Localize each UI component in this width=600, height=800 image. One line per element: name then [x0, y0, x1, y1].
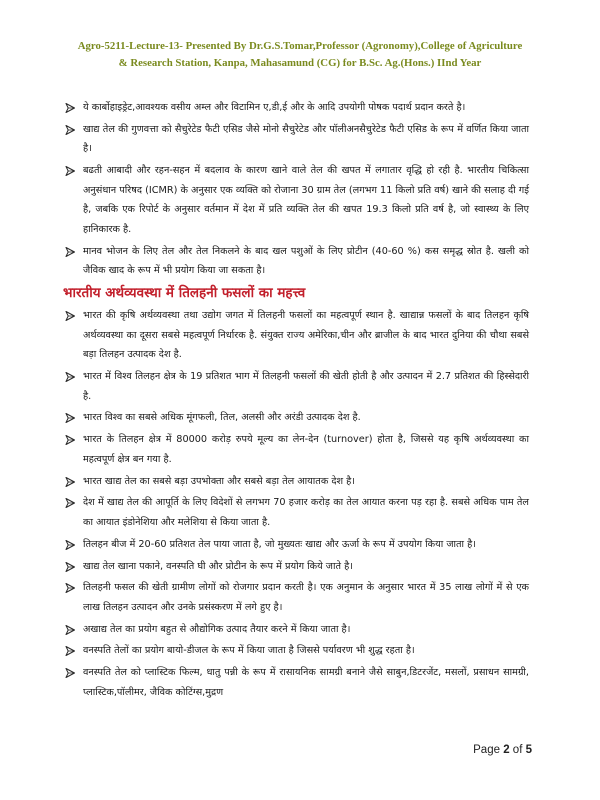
arrow-bullet-icon	[65, 646, 75, 656]
list-item-text: भारत विश्व का सबसे अधिक मूंगफली, तिल, अलसी और अरंडी उत्पादक देश है.	[83, 412, 361, 424]
list-item-text: बढती आबादी और रहन-सहन में बदलाव के कारण खाने वाले तेल की खपत में लगातार वृद्धि हो रही है. भारतीय चिकित्सा अनुसंधान परिषद (ICMR) के अनुसार एक व्यक्ति को रोजाना 30 ग्राम तेल (लगभग 11 किलो प्रति वर्ष) खाने की सलाह दी गई है, जबकि एक रिपोर्ट के अनुसार वर्तमान में देश में प्रति व्यक्ति तेल की खपत 19.3 किलो प्रति वर्ष है, जो स्वास्थ्य के लिए हानिकारक है.	[83, 165, 529, 235]
list-item-text: भारत खाद्य तेल का सबसे बड़ा उपभोक्ता और सबसे बड़ा तेल आयातक देश है।	[83, 475, 355, 487]
list-item-text: वनस्पति तेलों का प्रयोग बायो-डीजल के रूप में किया जाता है जिससे पर्यावरण भी शुद्ध रहता है।	[83, 645, 415, 657]
document-body	[65, 98, 529, 705]
list-item	[65, 161, 529, 239]
page-header	[40, 38, 560, 72]
arrow-bullet-icon	[65, 435, 75, 445]
list-item	[65, 430, 529, 469]
list-item	[65, 663, 529, 702]
section-heading: भारतीय अर्थव्यवस्था में तिलहनी फसलों का महत्त्व	[63, 285, 306, 302]
arrow-bullet-icon	[65, 311, 75, 321]
list-item	[65, 578, 529, 617]
list-item	[65, 367, 529, 406]
list-item-text: खाद्य तेल की गुणवत्ता को सैचुरेटेड फैटी एसिड जैसे मोनो सैचुरेटेड और पॉलीअनसैचुरेटेड फैटी एसिड के रूप में वर्णित किया जाता है।	[83, 123, 529, 155]
list-item	[65, 242, 529, 281]
list-item-text: मानव भोजन के लिए तेल और तेल निकलने के बाद खल पशुओं के लिए प्रोटीन (40-60 %) कस समृद्ध स्रोत है. खली को जैविक खाद के रूप में भी प्रयोग किया जा सकता है।	[83, 245, 529, 277]
arrow-bullet-icon	[65, 247, 75, 257]
footer-page-word: Page	[473, 744, 500, 756]
list-item-text: तिलहनी फसल की खेती ग्रामीण लोगों को रोजगार प्रदान करती है। एक अनुमान के अनुसार भारत में 35 लाख लोगों में से एक लाख तिलहन उत्पादन और उनके प्रसंस्करण में लगे हुए है।	[83, 582, 529, 613]
arrow-bullet-icon	[65, 540, 75, 550]
list-item-text: भारत में विश्व तिलहन क्षेत्र के 19 प्रतिशत भाग में तिलहनी फसलों की खेती होती है और उत्पादन में 2.7 प्रतिशत की हिस्सेदारी है.	[83, 371, 529, 402]
arrow-bullet-icon	[65, 166, 75, 176]
list-item	[65, 535, 529, 555]
page-footer	[473, 744, 532, 756]
footer-page-current: 2	[503, 744, 510, 756]
arrow-bullet-icon	[65, 103, 75, 113]
bullet-list-importance	[65, 306, 529, 702]
header-line-2: & Research Station, Kanpa, Mahasamund (CG) for B.Sc. Ag.(Hons.) IInd Year	[118, 57, 482, 69]
list-item	[65, 120, 529, 159]
list-item	[65, 472, 529, 492]
arrow-bullet-icon	[65, 413, 75, 423]
list-item-text: ये कार्बोहाइड्रेट,आवश्यक वसीय अम्ल और विटामिन ए,डी,ई और के आदि उपयोगी पोषक पदार्थ प्रदान करते है।	[83, 102, 466, 113]
arrow-bullet-icon	[65, 562, 75, 572]
list-item-text: खाद्य तेल खाना पकाने, वनस्पति घी और प्रोटीन के रूप में प्रयोग किये जाते है।	[83, 560, 353, 572]
list-item-text: अखाद्य तेल का प्रयोग बहुत से औद्योगिक उत्पाद तैयार करने में किया जाता है।	[83, 623, 351, 635]
list-item	[65, 557, 529, 577]
list-item	[65, 641, 529, 661]
list-item-text: भारत की कृषि अर्थव्यवस्था तथा उद्योग जगत में तिलहनी फसलों का महत्वपूर्ण स्थान है. खाद्यान्न फसलों के बाद तिलहन कृषि अर्थव्यवस्था का दूसरा सबसे महत्वपूर्ण निर्धारक है. संयुक्त राज्य अमेरिका,चीन और ब्राजील के बाद भारत दुनिया की चौथा सबसे बड़ा तिलहन उत्पादक देश है.	[83, 310, 529, 361]
arrow-bullet-icon	[65, 477, 75, 487]
bullet-list-intro	[65, 98, 529, 281]
list-item	[65, 98, 529, 118]
list-item	[65, 620, 529, 640]
arrow-bullet-icon	[65, 125, 75, 135]
arrow-bullet-icon	[65, 498, 75, 508]
arrow-bullet-icon	[65, 625, 75, 635]
footer-page-total: 5	[525, 744, 532, 756]
list-item	[65, 306, 529, 365]
arrow-bullet-icon	[65, 668, 75, 678]
arrow-bullet-icon	[65, 583, 75, 593]
footer-of-word: of	[512, 744, 523, 756]
list-item	[65, 408, 529, 428]
list-item-text: वनस्पति तेल को प्लास्टिक फिल्म, धातु पन्नी के रूप में रासायनिक सामग्री बनाने जैसे साबुन,डिटरजेंट, मसलों, प्रसाधन सामग्री, प्लास्टिक,पॉलीमर, जैविक कोटिंग्स,मुद्रण	[83, 667, 529, 698]
list-item-text: देश में खाद्य तेल की आपूर्ति के लिए विदेशों से लगभग 70 हजार करोड़ का तेल आयात करना पड़ रहा है. सबसे अधिक पाम तेल का आयात इंडोनेशिया और मलेशिया से किया जाता है.	[83, 497, 529, 528]
list-item-text: तिलहन बीज में 20-60 प्रतिशत तेल पाया जाता है, जो मुख्यतः खाद्य और ऊर्जा के रूप में उपयोग किया जाता है।	[83, 538, 476, 550]
list-item	[65, 493, 529, 532]
arrow-bullet-icon	[65, 372, 75, 382]
list-item-text: भारत के तिलहन क्षेत्र में 80000 करोड़ रुपये मूल्य का लेन-देन (turnover) होता है, जिससे यह कृषि अर्थव्यवस्था का महत्वपूर्ण क्षेत्र बन गया है.	[83, 434, 529, 465]
header-line-1: Agro-5211-Lecture-13- Presented By Dr.G.S.Tomar,Professor (Agronomy),College of Agriculture	[77, 40, 523, 52]
